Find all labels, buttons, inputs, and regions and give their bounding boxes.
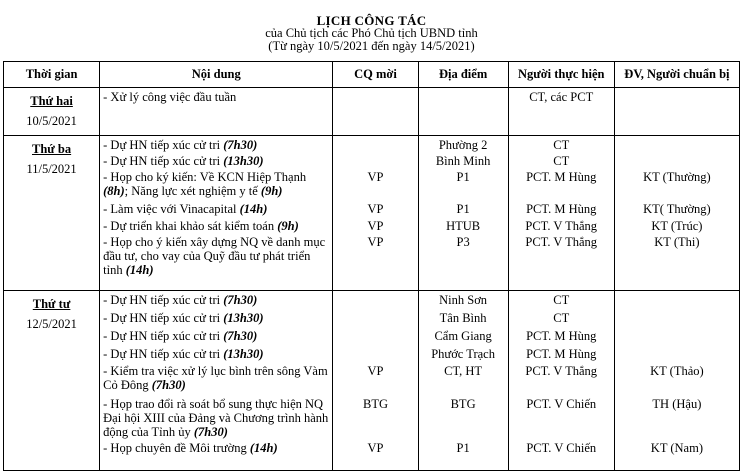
preparer-value: KT (Trúc) xyxy=(651,219,703,233)
task-item xyxy=(103,311,329,329)
performer-value: CT xyxy=(553,138,570,152)
table-row xyxy=(4,88,740,136)
day-cell xyxy=(4,136,100,291)
location-cell xyxy=(418,136,508,291)
preparer-cell xyxy=(614,88,739,136)
task-text: ; Năng lực xét nghiệm y tế xyxy=(124,184,261,198)
document-subtitle: của Chủ tịch các Phó Chủ tịch UBND tỉnh xyxy=(265,26,478,40)
task-item xyxy=(103,235,329,277)
performer-value: CT, các PCT xyxy=(529,90,594,104)
preparer-value: KT (Thường) xyxy=(643,170,711,184)
task-item xyxy=(103,293,329,311)
preparer-value xyxy=(618,347,736,364)
location-value: BTG xyxy=(450,397,476,411)
task-time: (7h30) xyxy=(223,329,258,343)
location-value: HTUB xyxy=(446,219,481,233)
performer-value: PCT. V Chiến xyxy=(526,441,597,455)
preparer-value xyxy=(618,329,736,347)
location-value: P1 xyxy=(456,202,470,216)
preparer-value xyxy=(618,311,736,329)
agency-value xyxy=(336,293,414,311)
content-cell xyxy=(100,291,333,471)
task-item xyxy=(103,138,329,154)
agency-value xyxy=(336,347,414,364)
preparer-value xyxy=(618,293,736,311)
task-item xyxy=(103,441,329,455)
performer-cell xyxy=(508,88,614,136)
preparer-cell xyxy=(614,136,739,291)
task-text: - Dự HN tiếp xúc cử tri xyxy=(103,154,224,168)
task-time: (13h30) xyxy=(223,154,264,168)
agency-value: VP xyxy=(367,441,384,455)
task-item xyxy=(103,347,329,364)
column-header-time: Thời gian xyxy=(4,62,100,88)
location-value: P1 xyxy=(456,170,470,184)
day-cell xyxy=(4,88,100,136)
column-header-location: Địa điểm xyxy=(418,62,508,88)
task-time: (14h) xyxy=(249,441,278,455)
day-name: Thứ ba xyxy=(32,142,72,156)
task-time: (9h) xyxy=(260,184,283,198)
agency-cell xyxy=(333,88,418,136)
table-header-row xyxy=(4,62,740,88)
performer-value: PCT. V Thắng xyxy=(525,219,598,233)
agency-value: VP xyxy=(367,235,384,249)
task-item xyxy=(103,329,329,347)
task-item xyxy=(103,154,329,170)
agency-value: VP xyxy=(367,364,384,378)
task-item xyxy=(103,202,329,219)
performer-value: PCT. M Hùng xyxy=(526,347,597,361)
task-text: - Họp trao đổi rà soát bổ sung thực hiện NQ Đại hội XIII của Đảng và Chương trình hành động của Tỉnh ủy xyxy=(103,397,329,439)
preparer-value xyxy=(618,154,736,170)
agency-value xyxy=(336,329,414,347)
agency-value: VP xyxy=(367,202,384,216)
column-header-preparer: ĐV, Người chuẩn bị xyxy=(614,62,739,88)
performer-value: PCT. V Thắng xyxy=(525,364,598,378)
performer-value: CT xyxy=(553,154,570,168)
table-row xyxy=(4,291,740,471)
task-text: - Dự HN tiếp xúc cử tri xyxy=(103,311,224,325)
agency-value xyxy=(336,154,414,170)
preparer-value xyxy=(618,138,736,154)
task-time: (7h30) xyxy=(223,293,258,307)
day-date: 10/5/2021 xyxy=(26,114,77,128)
task-item xyxy=(103,219,329,235)
task-time: (13h30) xyxy=(223,347,264,361)
location-value: Phường 2 xyxy=(438,138,488,152)
task-item xyxy=(103,170,329,202)
task-text: - Họp cho ký kiến: Về KCN Hiệp Thạnh xyxy=(103,170,307,184)
performer-value: CT xyxy=(553,311,570,325)
task-text: - Dự HN tiếp xúc cử tri xyxy=(103,138,224,152)
agency-value xyxy=(336,311,414,329)
day-name: Thứ hai xyxy=(30,94,73,108)
document-header xyxy=(0,0,743,53)
column-header-inviting-agency: CQ mời xyxy=(333,62,418,88)
day-date: 11/5/2021 xyxy=(26,162,77,176)
content-cell xyxy=(100,136,333,291)
agency-value: VP xyxy=(367,170,384,184)
performer-value: CT xyxy=(553,293,570,307)
task-item xyxy=(103,364,329,397)
task-text: - Dự triển khai khảo sát kiểm toán xyxy=(103,219,278,233)
location-value: Phước Trạch xyxy=(431,347,495,361)
task-text: - Kiểm tra việc xử lý lục bình trên sông Vàm Cỏ Đông xyxy=(103,364,328,392)
performer-cell xyxy=(508,291,614,471)
performer-value: PCT. V Chiến xyxy=(526,397,597,411)
preparer-value xyxy=(618,90,736,104)
preparer-value: KT (Thảo) xyxy=(650,364,704,378)
performer-cell xyxy=(508,136,614,291)
preparer-value: TH (Hậu) xyxy=(652,397,702,411)
agency-cell xyxy=(333,291,418,471)
location-value xyxy=(422,90,505,104)
location-value: P3 xyxy=(456,235,470,249)
preparer-value: KT (Thi) xyxy=(654,235,700,249)
task-text: - Dự HN tiếp xúc cử tri xyxy=(103,347,224,361)
location-cell xyxy=(418,88,508,136)
location-value: CT, HT xyxy=(444,364,483,378)
preparer-cell xyxy=(614,291,739,471)
day-name: Thứ tư xyxy=(32,297,71,311)
location-value: Cẩm Giang xyxy=(434,329,492,343)
task-time: (8h) xyxy=(103,184,125,198)
day-cell xyxy=(4,291,100,471)
location-value: Bình Minh xyxy=(435,154,491,168)
column-header-content: Nội dung xyxy=(100,62,333,88)
task-text: - Làm việc với Vinacapital xyxy=(103,202,240,216)
performer-value: PCT. M Hùng xyxy=(526,202,597,216)
performer-value: PCT. M Hùng xyxy=(526,329,597,343)
performer-value: PCT. M Hùng xyxy=(526,170,597,184)
task-time: (7h30) xyxy=(151,378,186,392)
column-header-performer: Người thực hiện xyxy=(508,62,614,88)
location-value: Tân Bình xyxy=(439,311,487,325)
agency-value: VP xyxy=(367,219,384,233)
agency-value xyxy=(336,90,414,104)
task-item: - Xử lý công việc đầu tuần xyxy=(103,90,237,104)
task-text: - Họp cho ý kiến xây dựng NQ về danh mục đầu tư, cho vay của Quỹ đầu tư phát triển tỉnh xyxy=(103,235,326,277)
task-time: (14h) xyxy=(239,202,268,216)
task-time: (14h) xyxy=(125,263,154,277)
day-date: 12/5/2021 xyxy=(26,317,77,331)
agency-cell xyxy=(333,136,418,291)
agency-value: BTG xyxy=(362,397,388,411)
date-range: (Từ ngày 10/5/2021 đến ngày 14/5/2021) xyxy=(268,39,475,53)
task-time: (7h30) xyxy=(223,138,258,152)
task-text: - Dự HN tiếp xúc cử tri xyxy=(103,293,224,307)
location-cell xyxy=(418,291,508,471)
task-text: - Dự HN tiếp xúc cử tri xyxy=(103,329,224,343)
task-time: (13h30) xyxy=(223,311,264,325)
table-row xyxy=(4,136,740,291)
content-cell xyxy=(100,88,333,136)
location-value: Ninh Sơn xyxy=(439,293,488,307)
agency-value xyxy=(336,138,414,154)
performer-value: PCT. V Thắng xyxy=(525,235,598,249)
preparer-value: KT( Thường) xyxy=(643,202,711,216)
task-time: (7h30) xyxy=(193,425,228,439)
task-item xyxy=(103,397,329,441)
task-time: (9h) xyxy=(277,219,299,233)
task-text: - Họp chuyên đề Môi trường xyxy=(103,441,250,455)
location-value: P1 xyxy=(456,441,470,455)
preparer-value: KT (Nam) xyxy=(650,441,703,455)
schedule-table xyxy=(3,61,740,471)
document-title: LỊCH CÔNG TÁC xyxy=(316,13,427,28)
